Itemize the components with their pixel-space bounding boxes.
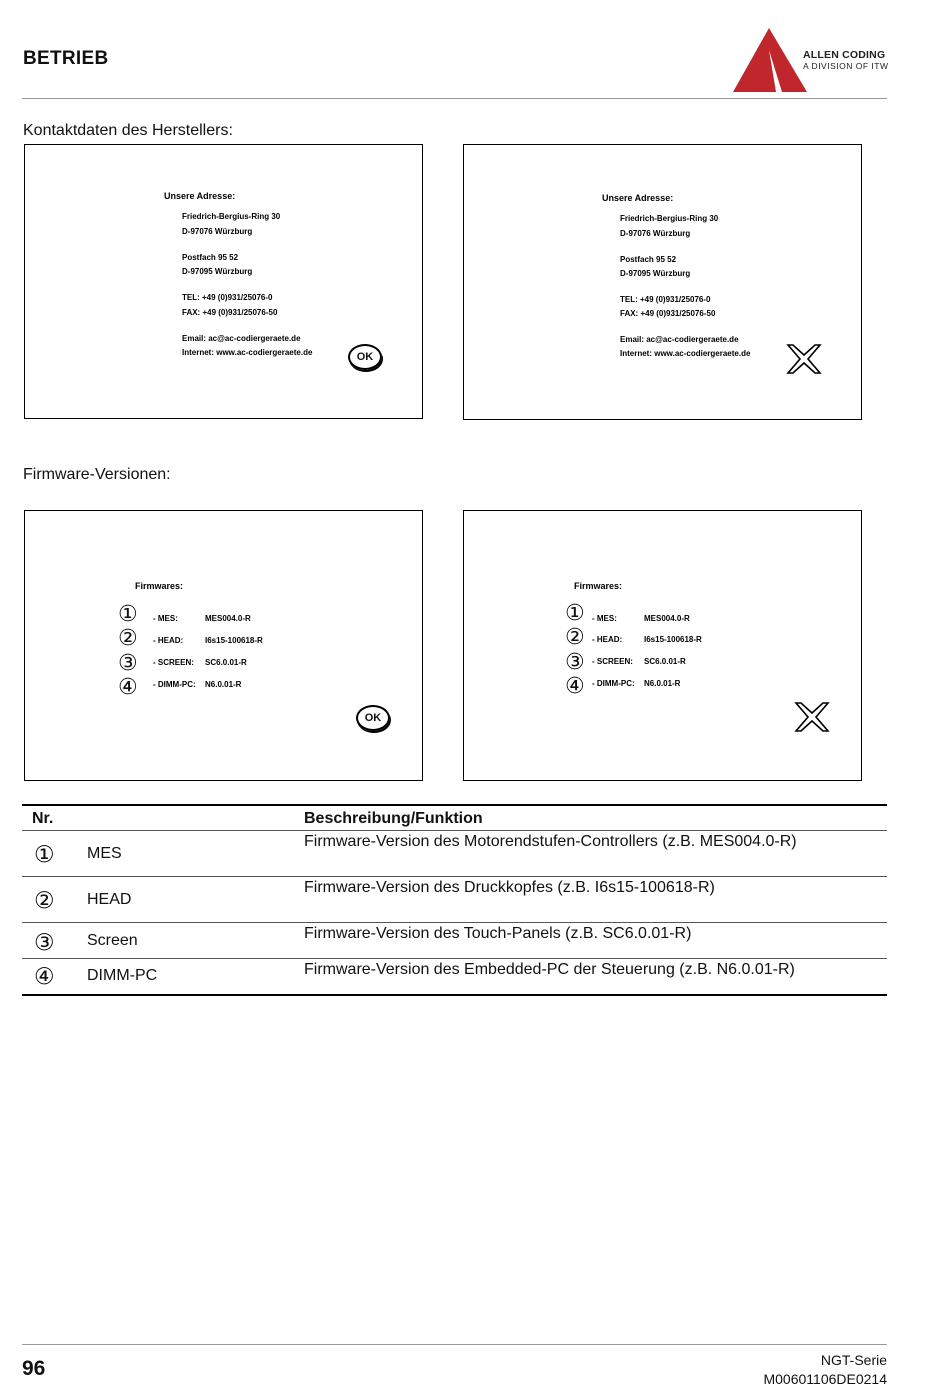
company-logo: [732, 28, 892, 94]
page-number: 96: [22, 1357, 46, 1380]
marker-1-icon: ①: [565, 600, 585, 625]
document-id: M00601106DE0214: [763, 1371, 887, 1387]
firmware-value: N6.0.01-R: [205, 680, 242, 689]
address-postbox-city: D-97095 Würzburg: [620, 269, 691, 278]
firmware-value: MES004.0-R: [205, 614, 251, 623]
header-nr: Nr.: [22, 805, 87, 831]
address-heading: Unsere Adresse:: [602, 193, 674, 203]
contact-section-label: Kontaktdaten des Herstellers:: [23, 122, 233, 139]
firmware-value: SC6.0.01-R: [644, 657, 686, 666]
row-name: DIMM-PC: [87, 959, 304, 995]
firmware-name: - DIMM-PC:: [153, 680, 196, 689]
firmware-name: - MES:: [153, 614, 178, 623]
header-divider: [22, 98, 887, 99]
logo-subtitle: A DIVISION OF ITW: [803, 61, 889, 71]
address-city: D-97076 Würzburg: [182, 227, 253, 236]
address-city: D-97076 Würzburg: [620, 229, 691, 238]
address-tel: TEL: +49 (0)931/25076-0: [620, 295, 711, 304]
firmware-name: - MES:: [592, 614, 617, 623]
firmware-heading: Firmwares:: [574, 581, 623, 591]
contact-screen-ok: [24, 144, 423, 419]
firmware-value: SC6.0.01-R: [205, 658, 247, 667]
logo-name: ALLEN CODING: [803, 49, 886, 61]
address-fax: FAX: +49 (0)931/25076-50: [620, 309, 716, 318]
firmware-value: N6.0.01-R: [644, 679, 681, 688]
firmware-heading: Firmwares:: [135, 581, 184, 591]
row-name: MES: [87, 831, 304, 877]
close-icon[interactable]: [794, 701, 830, 733]
firmware-name: - SCREEN:: [592, 657, 633, 666]
table-row: [22, 959, 887, 995]
address-internet: Internet: www.ac-codiergeraete.de: [620, 349, 751, 358]
row-description: Firmware-Version des Touch-Panels (z.B. SC6.0.01-R): [304, 923, 887, 959]
address-email: Email: ac@ac-codiergeraete.de: [182, 334, 301, 343]
firmware-name: - SCREEN:: [153, 658, 194, 667]
marker-4-icon: ④: [565, 673, 585, 698]
firmware-value: MES004.0-R: [644, 614, 690, 623]
marker-3-icon: ③: [565, 649, 585, 674]
close-icon[interactable]: [786, 343, 822, 375]
address-postbox: Postfach 95 52: [620, 255, 677, 264]
row-number: ②: [22, 877, 87, 923]
logo-triangle-icon: [732, 28, 808, 94]
table-row: [22, 923, 887, 959]
firmware-section-label: Firmware-Versionen:: [23, 466, 171, 483]
table-row: [22, 831, 887, 877]
row-number: ④: [22, 959, 87, 995]
address-email: Email: ac@ac-codiergeraete.de: [620, 335, 739, 344]
row-description: Firmware-Version des Motorendstufen-Controllers (z.B. MES004.0-R): [304, 831, 887, 877]
marker-1-icon: ①: [118, 601, 138, 626]
address-tel: TEL: +49 (0)931/25076-0: [182, 293, 273, 302]
address-postbox: Postfach 95 52: [182, 253, 239, 262]
address-postbox-city: D-97095 Würzburg: [182, 267, 253, 276]
table-header-row: [22, 805, 887, 831]
firmware-screen-close: [463, 510, 862, 781]
row-description: Firmware-Version des Embedded-PC der Steuerung (z.B. N6.0.01-R): [304, 959, 887, 995]
page-title: BETRIEB: [23, 48, 109, 69]
firmware-value: I6s15-100618-R: [205, 636, 263, 645]
address-fax: FAX: +49 (0)931/25076-50: [182, 308, 278, 317]
address-internet: Internet: www.ac-codiergeraete.de: [182, 348, 313, 357]
row-number: ①: [22, 831, 87, 877]
firmware-name: - HEAD:: [153, 636, 184, 645]
header-description: Beschreibung/Funktion: [304, 805, 887, 831]
firmware-name: - HEAD:: [592, 635, 623, 644]
marker-2-icon: ②: [565, 624, 585, 649]
marker-4-icon: ④: [118, 674, 138, 699]
contact-screen-close: [463, 144, 862, 420]
header-name: [87, 805, 304, 831]
marker-3-icon: ③: [118, 650, 138, 675]
firmware-screen-ok: [24, 510, 423, 781]
table-row: [22, 877, 887, 923]
series-name: NGT-Serie: [820, 1352, 887, 1368]
address-street: Friedrich-Bergius-Ring 30: [182, 212, 281, 221]
footer-divider: [22, 1344, 887, 1345]
firmware-description-table: [22, 804, 887, 996]
firmware-value: I6s15-100618-R: [644, 635, 702, 644]
address-heading: Unsere Adresse:: [164, 191, 236, 201]
row-description: Firmware-Version des Druckkopfes (z.B. I6s15-100618-R): [304, 877, 887, 923]
row-name: HEAD: [87, 877, 304, 923]
row-name: Screen: [87, 923, 304, 959]
ok-button[interactable]: OK: [348, 344, 382, 370]
marker-2-icon: ②: [118, 625, 138, 650]
ok-button[interactable]: OK: [356, 705, 390, 731]
firmware-name: - DIMM-PC:: [592, 679, 635, 688]
row-number: ③: [22, 923, 87, 959]
address-street: Friedrich-Bergius-Ring 30: [620, 214, 719, 223]
